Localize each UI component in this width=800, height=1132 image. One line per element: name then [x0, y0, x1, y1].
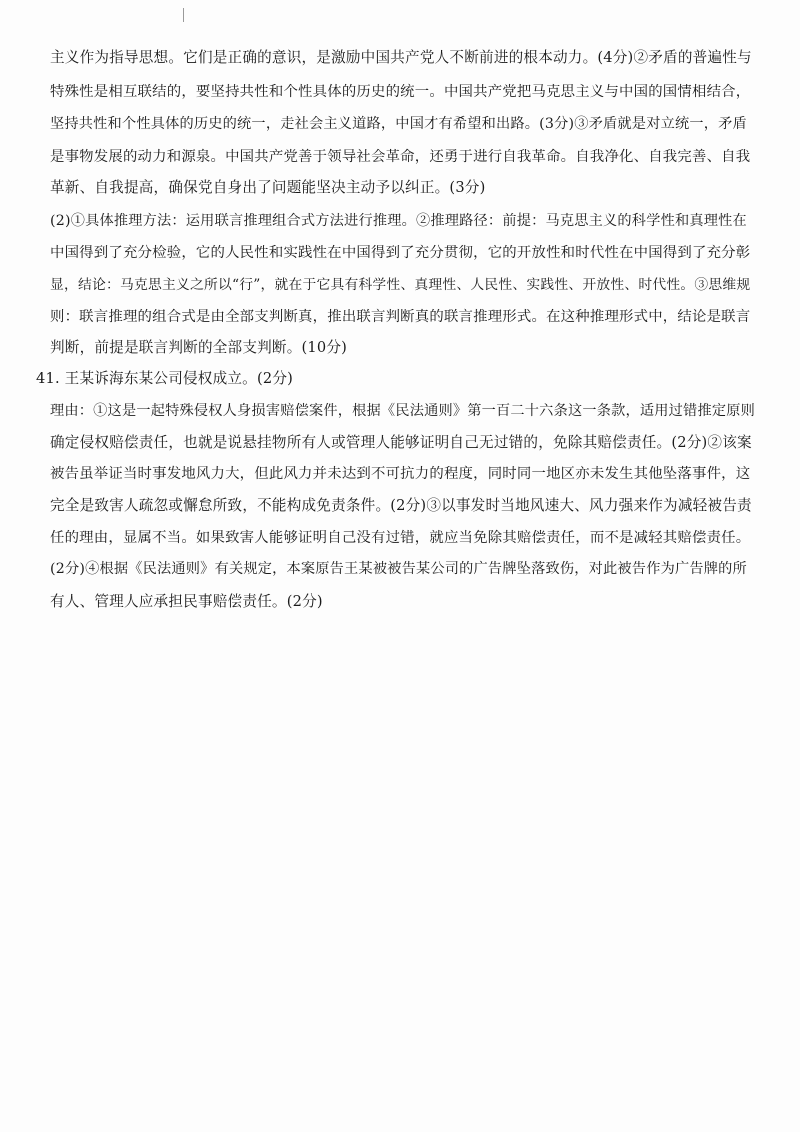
text-line: [50, 464, 750, 484]
text-line-content: 革新、自我提高，确保党自身出了问题能坚决主动予以纠正。(3分): [50, 179, 486, 196]
text-line-content: 有人、管理人应承担民事赔偿责任。(2分): [50, 593, 323, 610]
scan-mark: [183, 8, 184, 22]
text-line-content: 特殊性是相互联结的，要坚持共性和个性具体的历史的统一。中国共产党把马克思主义与中国的国情相结合，: [50, 84, 751, 100]
text-line-content: 显，结论：马克思主义之所以“行”，就在于它具有科学性、真理性、人民性、实践性、开放性、时代性。③思维规: [50, 277, 751, 293]
text-line-content: 是事物发展的动力和源泉。中国共产党善于领导社会革命，还勇于进行自我革命。自我净化、自我完善、自我: [50, 149, 751, 165]
text-line-content: 被告虽举证当时事发地风力大，但此风力并未达到不可抗力的程度，同时同一地区亦未发生其他坠落事件，这: [50, 466, 751, 482]
text-line-content: (2分)④根据《民法通则》有关规定，本案原告王某被被告某公司的广告牌坠落致伤，对此被告作为广告牌的所: [50, 561, 747, 577]
text-line: [50, 82, 750, 102]
question-heading: [36, 369, 736, 389]
text-line-content: 则：联言推理的组合式是由全部支判断真，推出联言判断真的联言推理形式。在这种推理形式中，结论是联言: [50, 309, 751, 325]
question-heading-text: 41. 王某诉海东某公司侵权成立。(2分): [36, 370, 294, 387]
text-line-content: 任的理由，显属不当。如果致害人能够证明自己没有过错，就应当免除其赔偿责任，而不是减轻其赔偿责任。: [50, 530, 751, 546]
text-line: [50, 114, 750, 134]
text-line: [50, 307, 750, 327]
text-line: [50, 48, 750, 68]
text-line: [50, 528, 750, 548]
text-line: [50, 275, 750, 295]
text-line: [50, 433, 750, 453]
text-line-content: 坚持共性和个性具体的历史的统一，走社会主义道路，中国才有希望和出路。(3分)③矛盾就是对立统一，矛盾: [50, 116, 747, 132]
text-line-content: 主义作为指导思想。它们是正确的意识，是激励中国共产党人不断前进的根本动力。(4分)②矛盾的普遍性与: [50, 49, 752, 66]
text-line-content: 理由：①这是一起特殊侵权人身损害赔偿案件，根据《民法通则》第一百二十六条这一条款，适用过错推定原则: [50, 403, 755, 419]
text-line: [50, 243, 750, 263]
text-line: [50, 401, 755, 421]
text-line-content: 确定侵权赔偿责任，也就是说悬挂物所有人或管理人能够证明自己无过错的，免除其赔偿责任。(2分)②该案: [50, 434, 752, 451]
text-line: [50, 178, 750, 198]
text-line-content: 中国得到了充分检验，它的人民性和实践性在中国得到了充分贯彻，它的开放性和时代性在中国得到了充分彰: [50, 245, 751, 261]
text-line-content: 完全是致害人疏忽或懈怠所致，不能构成免责条件。(2分)③以事发时当地风速大、风力强来作为减轻被告责: [50, 497, 752, 514]
text-line: [50, 338, 750, 358]
text-line: [50, 592, 750, 612]
text-line-content: 判断，前提是联言判断的全部支判断。(10分): [50, 339, 348, 356]
text-line: [50, 496, 750, 516]
text-line-content: (2)①具体推理方法：运用联言推理组合式方法进行推理。②推理路径：前提：马克思主义的科学性和真理性在: [50, 213, 747, 229]
text-line: [50, 559, 750, 579]
text-line: [50, 211, 750, 231]
text-line: [50, 147, 750, 167]
